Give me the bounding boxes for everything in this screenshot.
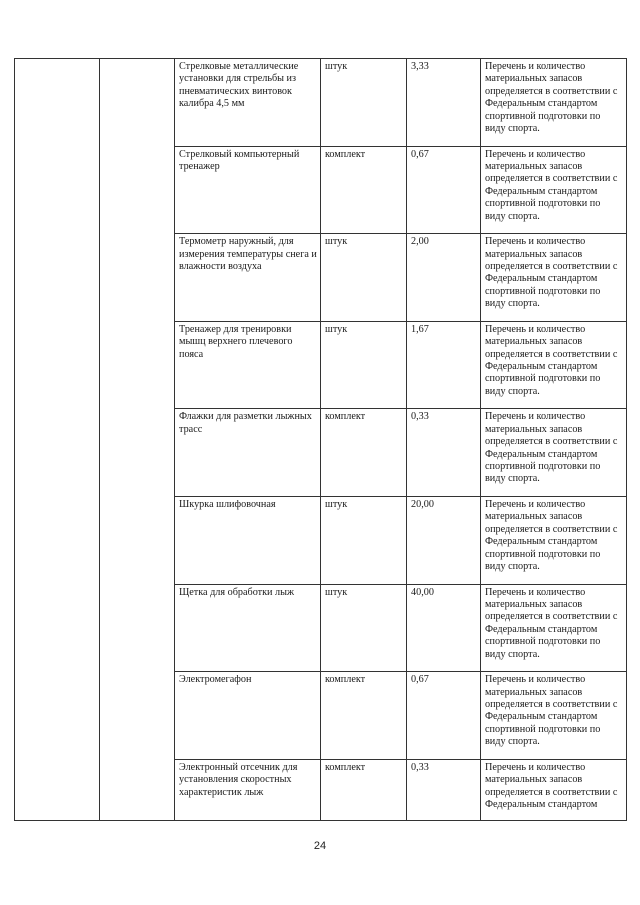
page-number: 24 bbox=[313, 840, 327, 852]
note-cell: Перечень и количество материальных запасов определяется в соответствии с Федеральным стандартом спортивной подготовки по виду спорта. bbox=[481, 672, 627, 760]
quantity-cell: 0,33 bbox=[407, 759, 481, 820]
quantity-cell: 2,00 bbox=[407, 234, 481, 322]
note-cell: Перечень и количество материальных запасов определяется в соответствии с Федеральным стандартом спортивной подготовки по виду спорта. bbox=[481, 321, 627, 409]
note-cell: Перечень и количество материальных запасов определяется в соответствии с Федеральным стандартом спортивной подготовки по виду спорта. bbox=[481, 584, 627, 672]
item-name-cell: Стрелковый компьютерный тренажер bbox=[175, 146, 321, 234]
unit-cell: штук bbox=[321, 234, 407, 322]
unit-cell: штук bbox=[321, 59, 407, 147]
item-name-cell: Щетка для обработки лыж bbox=[175, 584, 321, 672]
sport-column-cell bbox=[100, 59, 175, 821]
item-name-cell: Электронный отсечник для установления скоростных характеристик лыж bbox=[175, 759, 321, 820]
quantity-cell: 40,00 bbox=[407, 584, 481, 672]
item-name-cell: Флажки для разметки лыжных трасс bbox=[175, 409, 321, 497]
item-name-cell: Стрелковые металлические установки для стрельбы из пневматических винтовок калибра 4,5 мм bbox=[175, 59, 321, 147]
quantity-cell: 3,33 bbox=[407, 59, 481, 147]
number-column-cell bbox=[15, 59, 100, 821]
unit-cell: комплект bbox=[321, 146, 407, 234]
note-cell: Перечень и количество материальных запасов определяется в соответствии с Федеральным стандартом спортивной подготовки по виду спорта. bbox=[481, 146, 627, 234]
item-name-cell: Тренажер для тренировки мышц верхнего плечевого пояса bbox=[175, 321, 321, 409]
item-name-cell: Шкурка шлифовочная bbox=[175, 496, 321, 584]
inventory-table bbox=[14, 58, 627, 821]
unit-cell: комплект bbox=[321, 759, 407, 820]
note-cell: Перечень и количество материальных запасов определяется в соответствии с Федеральным стандартом спортивной подготовки по виду спорта. bbox=[481, 496, 627, 584]
quantity-cell: 20,00 bbox=[407, 496, 481, 584]
quantity-cell: 0,67 bbox=[407, 672, 481, 760]
note-cell: Перечень и количество материальных запасов определяется в соответствии с Федеральным стандартом спортивной подготовки по виду спорта. bbox=[481, 409, 627, 497]
item-name-cell: Термометр наружный, для измерения температуры снега и влажности воздуха bbox=[175, 234, 321, 322]
unit-cell: штук bbox=[321, 496, 407, 584]
unit-cell: штук bbox=[321, 584, 407, 672]
table-row bbox=[15, 59, 627, 147]
quantity-cell: 1,67 bbox=[407, 321, 481, 409]
unit-cell: штук bbox=[321, 321, 407, 409]
item-name-cell: Электромегафон bbox=[175, 672, 321, 760]
unit-cell: комплект bbox=[321, 409, 407, 497]
unit-cell: комплект bbox=[321, 672, 407, 760]
note-cell: Перечень и количество материальных запасов определяется в соответствии с Федеральным стандартом спортивной подготовки по виду спорта. bbox=[481, 59, 627, 147]
quantity-cell: 0,67 bbox=[407, 146, 481, 234]
note-cell: Перечень и количество материальных запасов определяется в соответствии с Федеральным стандартом bbox=[481, 759, 627, 820]
note-cell: Перечень и количество материальных запасов определяется в соответствии с Федеральным стандартом спортивной подготовки по виду спорта. bbox=[481, 234, 627, 322]
quantity-cell: 0,33 bbox=[407, 409, 481, 497]
